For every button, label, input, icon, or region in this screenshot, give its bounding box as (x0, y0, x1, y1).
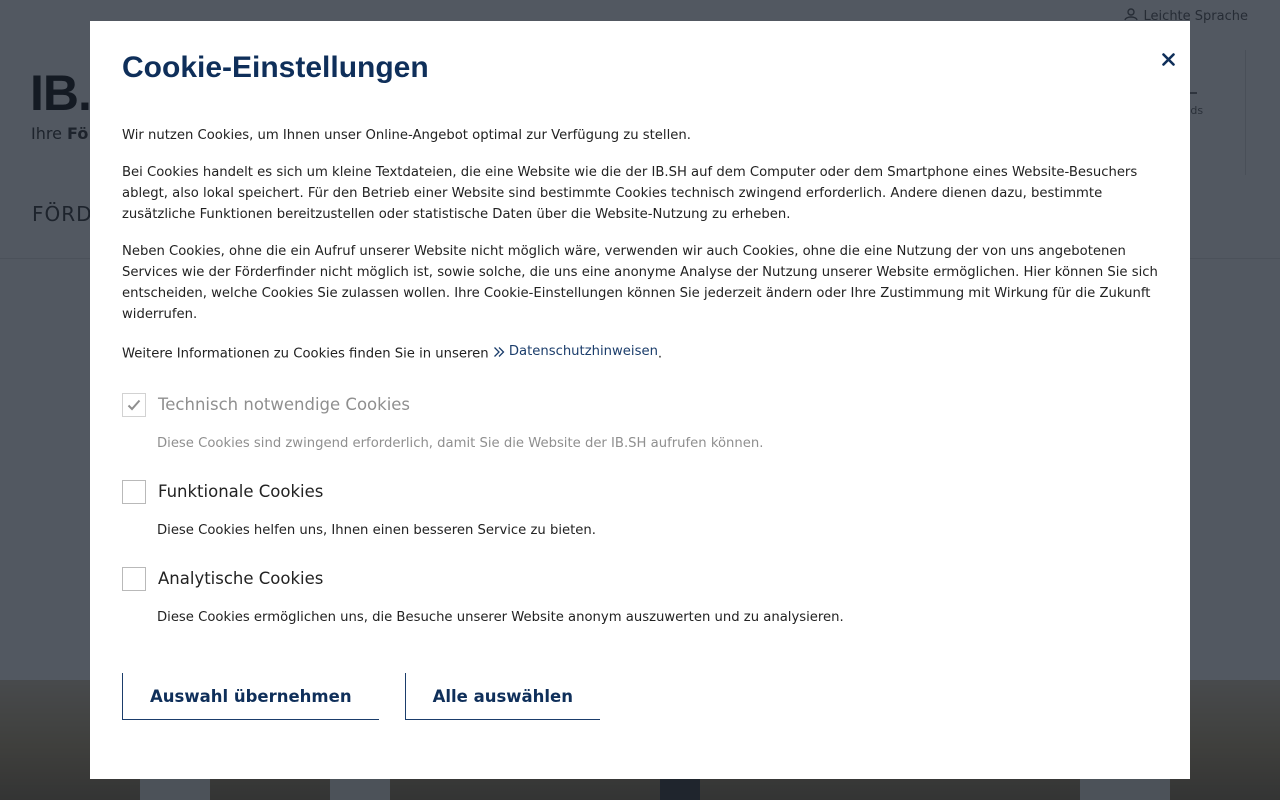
checkmark-icon (127, 399, 141, 411)
accept-selection-button[interactable]: Auswahl übernehmen (122, 673, 379, 720)
more-info-text: Weitere Informationen zu Cookies finden Sie in unseren (122, 346, 489, 362)
functional-cookies-checkbox[interactable] (122, 480, 146, 504)
functional-cookies-description: Diese Cookies helfen uns, Ihnen einen besseren Service zu bieten. (157, 522, 596, 538)
cookie-explanation-paragraph: Bei Cookies handelt es sich um kleine Textdateien, die eine Website wie die der IB.SH auf dem Computer oder dem Smartphone eines Website-Besuchers ablegt, also lokal speichert. Für den Betrieb einer Website sind bestimmte Cookies technisch zwingend erforderlich. Andere dienen dazu, bestimmte zusätzliche Funktionen bereitzustellen oder statistische Daten über die Website-Nutzung zu erheben. (122, 165, 1138, 222)
cookie-option-functional (122, 480, 1158, 540)
necessary-cookies-label: Technisch notwendige Cookies (158, 395, 411, 414)
cookie-choice-paragraph: Neben Cookies, ohne die ein Aufruf unserer Website nicht möglich wäre, verwenden wir auch Cookies, ohne die eine Nutzung der von uns angebotenen Services wie der Förderfinder nicht möglich ist, sowie solche, die uns eine anonyme Analyse der Nutzung unserer Website ermöglichen. Hier können Sie sich entscheiden, welche Cookies Sie zulassen wollen. Ihre Cookie-Einstellungen können Sie jederzeit ändern oder Ihre Zustimmung mit Wirkung für die Zukunft widerrufen. (122, 244, 1158, 322)
close-icon (1162, 53, 1175, 66)
analytics-cookies-checkbox[interactable] (122, 567, 146, 591)
necessary-cookies-checkbox[interactable] (122, 393, 146, 417)
analytics-cookies-label: Analytische Cookies (158, 569, 324, 588)
functional-cookies-label: Funktionale Cookies (158, 482, 324, 501)
close-button[interactable] (1160, 51, 1176, 67)
necessary-cookies-description: Diese Cookies sind zwingend erforderlich, damit Sie die Website der IB.SH aufrufen können. (157, 435, 764, 451)
more-info-suffix: . (657, 346, 663, 362)
more-info-paragraph (122, 341, 1158, 365)
cookie-option-analytics (122, 567, 1158, 627)
privacy-policy-link-label: Datenschutzhinweisen (508, 344, 658, 359)
cookie-option-necessary (122, 393, 1158, 453)
double-chevron-right-icon (493, 346, 505, 358)
privacy-policy-link[interactable] (493, 341, 658, 362)
dialog-actions (122, 673, 600, 720)
select-all-button[interactable]: Alle auswählen (405, 673, 600, 720)
cookie-settings-dialog (90, 21, 1190, 779)
intro-paragraph: Wir nutzen Cookies, um Ihnen unser Online-Angebot optimal zur Verfügung zu stellen. (122, 128, 691, 143)
analytics-cookies-description: Diese Cookies ermöglichen uns, die Besuche unserer Website anonym auszuwerten und zu analysieren. (157, 609, 844, 625)
dialog-title: Cookie-Einstellungen (122, 51, 429, 84)
